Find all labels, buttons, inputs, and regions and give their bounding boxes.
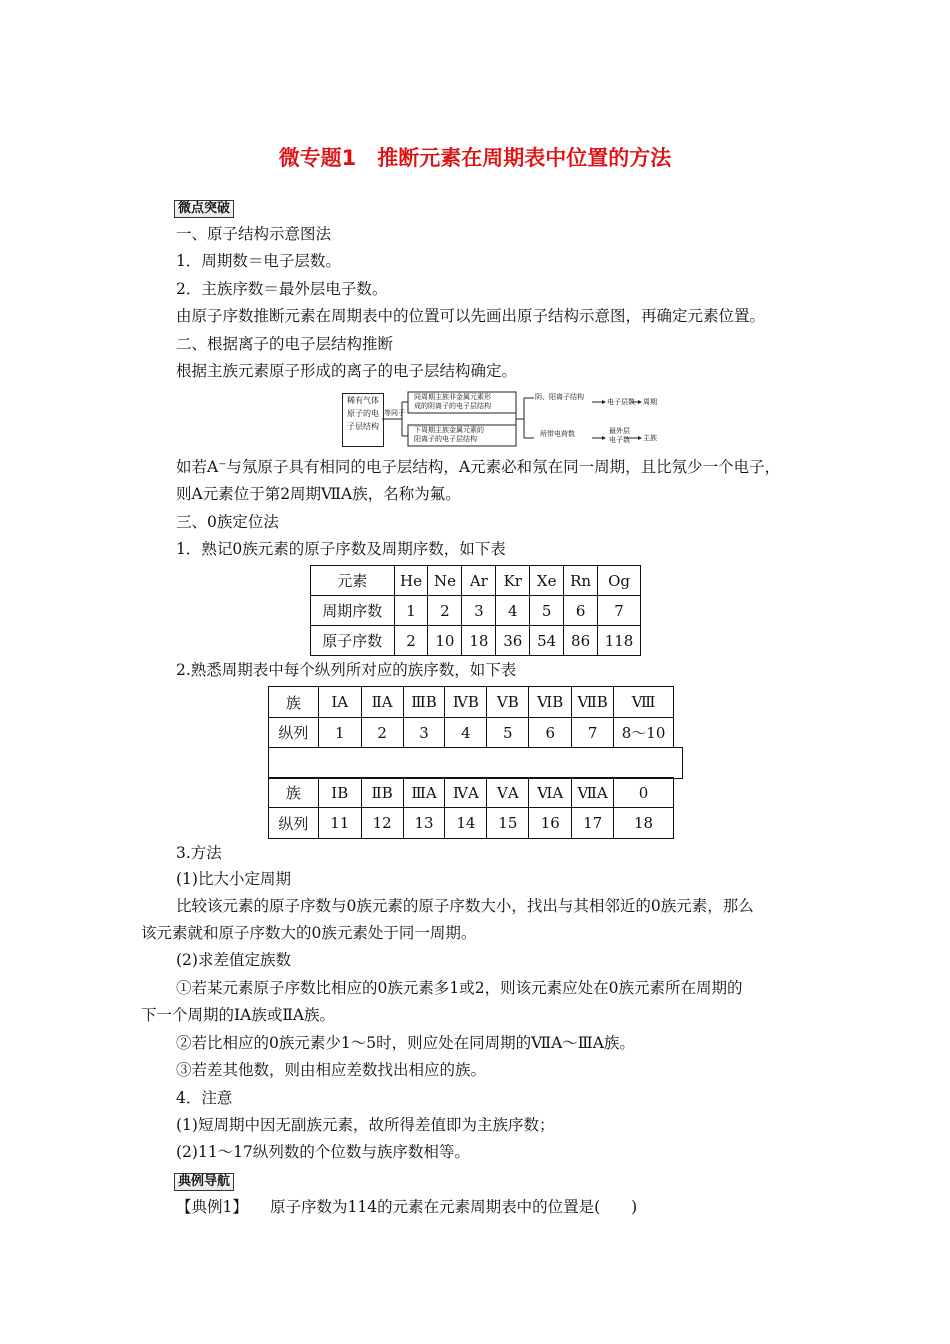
table-cell: 7	[572, 718, 614, 748]
table-cell: Ne	[428, 566, 462, 596]
diagram-r1-result: 周期	[643, 398, 657, 406]
table-cell: 0	[614, 778, 674, 808]
table-cell: 族	[269, 687, 319, 718]
table-cell: Kr	[496, 566, 530, 596]
diagram-r2-label: 所带电荷数	[540, 430, 575, 438]
table-cell: 54	[530, 626, 564, 656]
table-cell: 1	[394, 596, 428, 626]
paragraph: 3.方法	[176, 844, 222, 862]
table-cell: 6	[529, 718, 572, 748]
heading-3: 三、0族定位法	[176, 513, 279, 531]
table-cell: 5	[530, 596, 564, 626]
diagram-r1-out: 电子层数	[607, 398, 635, 406]
table-cell: Og	[598, 566, 641, 596]
table-cell: 2	[361, 718, 403, 748]
table-cell: 1	[318, 718, 361, 748]
table-cell: ⅢB	[403, 687, 445, 718]
paragraph: 1．熟记0族元素的原子序数及周期序数，如下表	[176, 540, 506, 558]
table-cell: 2	[394, 626, 428, 656]
table-cell: He	[394, 566, 428, 596]
table-row	[311, 566, 641, 596]
paragraph: ③若差其他数，则由相应差数找出相应的族。	[176, 1061, 487, 1079]
table-cell: 5	[487, 718, 529, 748]
diagram-left-line: 子层结构	[347, 422, 379, 431]
table-cell: ⅥB	[529, 687, 572, 718]
heading-1: 一、原子结构示意图法	[176, 225, 332, 243]
section-tag: 微点突破	[174, 200, 234, 218]
table-separator-row	[268, 747, 683, 779]
table-cell: 118	[598, 626, 641, 656]
example-label: 【典例1】	[176, 1198, 248, 1216]
table-cell: 纵列	[269, 718, 319, 748]
table-row	[269, 718, 674, 748]
noble-gas-table	[310, 565, 641, 656]
table-cell: ⅢA	[403, 778, 445, 808]
table-row	[311, 626, 641, 656]
paragraph: 则A元素位于第2周期ⅦA族，名称为氟。	[176, 485, 461, 503]
table-cell: 4	[496, 596, 530, 626]
diagram-left-line: 稀有气体	[347, 396, 379, 405]
paragraph: (2)求差值定族数	[176, 951, 291, 969]
table-cell: ⅠA	[318, 687, 361, 718]
table-cell: 12	[361, 808, 403, 839]
paragraph: (2)11～17纵列数的个位数与族序数相等。	[176, 1143, 470, 1161]
table-cell: 10	[428, 626, 462, 656]
table-cell: ⅤA	[487, 778, 529, 808]
table-row	[311, 596, 641, 626]
example-tag: 典例导航	[174, 1173, 234, 1191]
table-cell: 36	[496, 626, 530, 656]
table-cell: ⅦB	[572, 687, 614, 718]
table-cell: 13	[403, 808, 445, 839]
paragraph: 4．注意	[176, 1089, 233, 1107]
diagram-equal-label: 等同于	[384, 409, 405, 417]
table-cell: Ⅷ	[614, 687, 674, 718]
paragraph: 比较该元素的原子序数与0族元素的原子序数大小，找出与其相邻近的0族元素，那么	[176, 897, 754, 915]
diagram-upper-text: 同周期主族非金属元素形	[414, 393, 491, 401]
table-cell: ⅥA	[529, 778, 572, 808]
table-cell: 3	[462, 596, 496, 626]
table-cell: 16	[529, 808, 572, 839]
table-cell: ⅠB	[318, 778, 361, 808]
heading-2: 二、根据离子的电子层结构推断	[176, 335, 394, 353]
paragraph: 由原子序数推断元素在周期表中的位置可以先画出原子结构示意图，再确定元素位置。	[176, 307, 766, 325]
paragraph: 该元素就和原子序数大的0族元素处于同一周期。	[141, 924, 477, 942]
table-cell: 86	[564, 626, 598, 656]
diagram-r2-result: 主族	[643, 434, 657, 442]
table-cell: ⅣA	[445, 778, 487, 808]
table-row	[269, 687, 674, 718]
diagram-left-line: 原子的电	[347, 409, 379, 418]
table-cell: Ar	[462, 566, 496, 596]
table-cell: ⅡA	[361, 687, 403, 718]
table-cell: ⅤB	[487, 687, 529, 718]
diagram-r2-out: 电子数	[609, 436, 630, 444]
ion-structure-diagram	[342, 390, 662, 448]
paragraph: ②若比相应的0族元素少1～5时，则应处在同周期的ⅦA～ⅢA族。	[176, 1034, 635, 1052]
table-cell: 18	[462, 626, 496, 656]
table-cell: 3	[403, 718, 445, 748]
table-cell: Xe	[530, 566, 564, 596]
diagram-r1-label: 阴、阳离子结构	[535, 393, 584, 401]
table-cell: 11	[318, 808, 361, 839]
table-row	[269, 778, 674, 808]
table-cell: ⅦA	[572, 778, 614, 808]
table-cell: 周期序数	[311, 596, 395, 626]
table-cell: ⅣB	[445, 687, 487, 718]
table-cell: 4	[445, 718, 487, 748]
paragraph: 如若A⁻与氖原子具有相同的电子层结构，A元素必和氖在同一周期，且比氖少一个电子，	[176, 458, 781, 476]
table-row	[269, 808, 674, 839]
paragraph: ①若某元素原子序数比相应的0族元素多1或2，则该元素应处在0族元素所在周期的	[176, 979, 743, 997]
page-title: 微专题1 推断元素在周期表中位置的方法	[278, 146, 672, 170]
table-cell: 纵列	[269, 808, 319, 839]
table-cell: 族	[269, 778, 319, 808]
table-cell: 18	[614, 808, 674, 839]
table-cell: 原子序数	[311, 626, 395, 656]
paragraph: (1)比大小定周期	[176, 870, 291, 888]
table-cell: 元素	[311, 566, 395, 596]
diagram-r2-out: 最外层	[609, 427, 630, 435]
diagram-lower-text: 阳离子的电子层结构	[414, 435, 477, 443]
table-cell: 8～10	[614, 718, 674, 748]
diagram-left-box	[342, 393, 384, 447]
table-cell: ⅡB	[361, 778, 403, 808]
example-question: 原子序数为114的元素在元素周期表中的位置是( )	[270, 1198, 638, 1216]
paragraph: 根据主族元素原子形成的离子的电子层结构确定。	[176, 362, 518, 380]
diagram-lower-text: 下周期主族金属元素的	[414, 426, 484, 434]
table-cell: 6	[564, 596, 598, 626]
table-cell: 7	[598, 596, 641, 626]
table-cell: 15	[487, 808, 529, 839]
paragraph: (1)短周期中因无副族元素，故所得差值即为主族序数；	[176, 1116, 555, 1134]
table-cell: 2	[428, 596, 462, 626]
group-table-top	[268, 686, 674, 748]
paragraph: 下一个周期的ⅠA族或ⅡA族。	[141, 1006, 336, 1024]
table-cell: 17	[572, 808, 614, 839]
paragraph: 1．周期数＝电子层数。	[176, 252, 341, 270]
paragraph: 2.熟悉周期表中每个纵列所对应的族序数，如下表	[176, 661, 517, 679]
group-table-bottom	[268, 777, 674, 839]
table-cell: Rn	[564, 566, 598, 596]
table-cell: 14	[445, 808, 487, 839]
paragraph: 2．主族序数＝最外层电子数。	[176, 280, 388, 298]
diagram-upper-text: 成的阴离子的电子层结构	[414, 402, 491, 410]
